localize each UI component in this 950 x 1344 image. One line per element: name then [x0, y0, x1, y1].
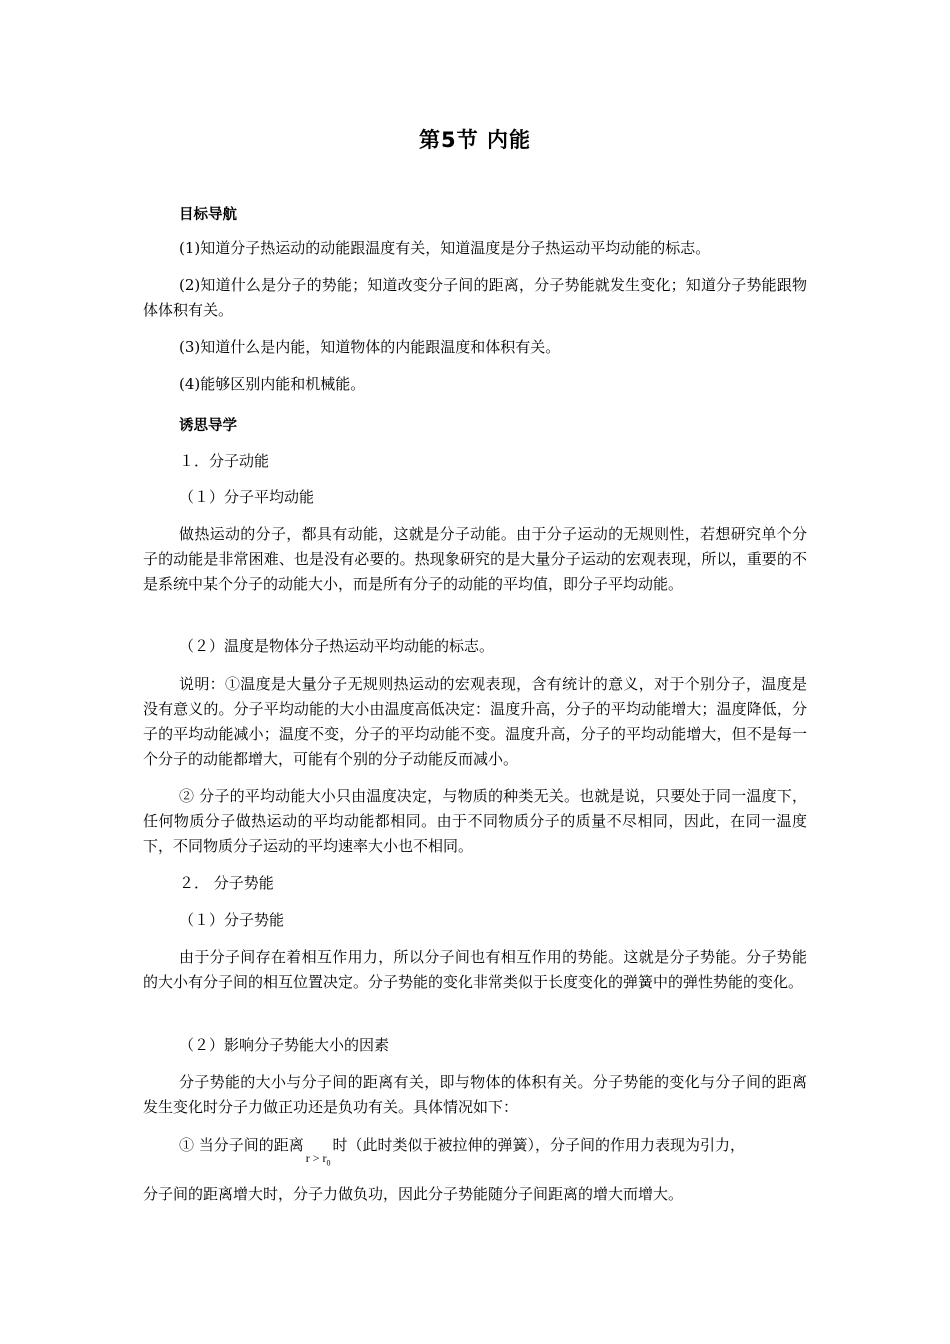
goals-heading: 目标导航: [179, 207, 237, 223]
goal-4: (4)能够区别内能和机械能。: [179, 375, 366, 393]
page-title: 第5节 内能: [419, 128, 531, 152]
item2-para2: 分子势能的大小与分子间的距离有关，即与物体的体积有关。分子势能的变化与分子间的距离发生变化时分子力做正功还是负功有关。具体情况如下：: [143, 1073, 807, 1116]
item2-sub2: （２）影响分子势能大小的因素: [179, 1036, 390, 1054]
goal-1: (1)知道分子热运动的动能跟温度有关，知道温度是分子热运动平均动能的标志。: [179, 239, 711, 257]
goal-2: (2)知道什么是分子的势能；知道改变分子间的距离，分子势能就发生变化；知道分子势能跟物体体积有关。: [143, 276, 807, 319]
case1-suffix: 时（此时类似于被拉伸的弹簧），分子间的作用力表现为引力，: [332, 1136, 746, 1154]
item2-title: ２． 分子势能: [179, 874, 274, 892]
distance-subscript: 0: [326, 1158, 331, 1168]
item1-para3: ② 分子的平均动能大小只由温度决定，与物质的种类无关。也就是说，只要处于同一温度下，任何物质分子做热运动的平均动能都相同。由于不同物质分子的质量不尽相同，因此，在同一温度下，不同物质分子运动的平均速率大小也不相同。: [143, 787, 807, 855]
item2-sub1: （１）分子势能: [179, 911, 285, 929]
item1-para2: 说明：①温度是大量分子无规则热运动的宏观表现，含有统计的意义，对于个别分子，温度是没有意义的。分子平均动能的大小由温度高低决定：温度升高，分子的平均动能增大；温度降低，分子的平均动能减小；温度不变，分子的平均动能不变。温度升高，分子的平均动能增大，但不是每一个分子的动能都增大，可能有个别的分子动能反而减小。: [143, 675, 807, 768]
item1-sub1: （１）分子平均动能: [179, 488, 315, 506]
distance-condition: [305, 1151, 331, 1168]
item2-case1-continued: 分子间的距离增大时，分子力做负功，因此分子势能随分子间距离的增大而增大。: [143, 1185, 684, 1203]
case1-prefix: ① 当分子间的距离: [179, 1136, 304, 1154]
distance-condition-text: r > r: [305, 1151, 327, 1165]
guide-heading: 诱思导学: [179, 418, 237, 434]
item1-sub2: （２）温度是物体分子热运动平均动能的标志。: [179, 637, 495, 655]
item1-title: １．分子动能: [179, 452, 270, 470]
item1-para1: 做热运动的分子，都具有动能，这就是分子动能。由于分子运动的无规则性，若想研究单个分子的动能是非常困难、也是没有必要的。热现象研究的是大量分子运动的宏观表现，所以，重要的不是系统中某个分子的动能大小，而是所有分子的动能的平均值，即分子平均动能。: [143, 525, 807, 593]
item2-case1: [179, 1133, 746, 1168]
item2-para1: 由于分子间存在着相互作用力，所以分子间也有相互作用的势能。这就是分子势能。分子势能的大小有分子间的相互位置决定。分子势能的变化非常类似于长度变化的弹簧中的弹性势能的变化。: [143, 948, 807, 991]
goal-3: (3)知道什么是内能，知道物体的内能跟温度和体积有关。: [179, 338, 561, 356]
